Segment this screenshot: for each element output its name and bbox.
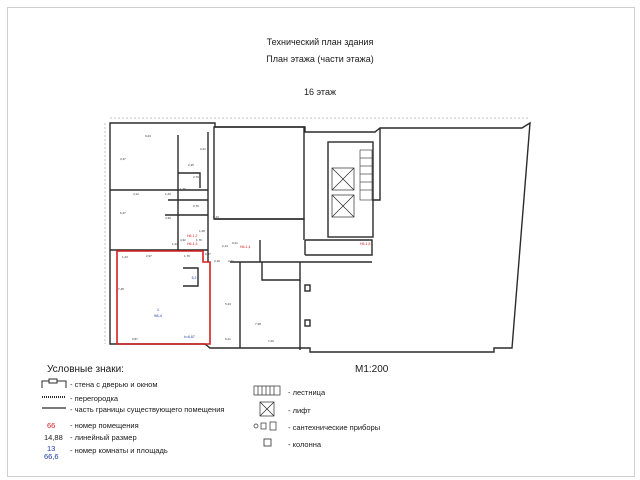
legend-item-dimension: - линейный размер <box>70 433 137 442</box>
dimension-label: 1,21 <box>172 242 178 246</box>
room-note: h=6,87 <box>184 335 195 339</box>
dimension-label: 7,38 <box>255 322 261 326</box>
legend-title: Условные знаки: <box>47 364 124 375</box>
dimension-label: 0,76 <box>193 204 199 208</box>
scale-label: М1:200 <box>355 364 389 375</box>
sanitary-icon <box>254 422 276 430</box>
red-label: Н6-1,5 <box>360 242 371 246</box>
legend-item-column: - колонна <box>288 440 322 449</box>
dimension-label: 4,30 <box>165 216 171 220</box>
dimension-label: 1,76 <box>196 238 202 242</box>
room-number: 1 <box>156 307 160 312</box>
legend-item-lift: - лифт <box>288 406 311 415</box>
dimension-label: 7,45 <box>118 287 124 291</box>
dimension-label: 0,87 <box>132 337 138 341</box>
outer-walls <box>110 123 530 352</box>
dimension-label: 7,29 <box>268 339 274 343</box>
doc-title: Технический план здания <box>266 37 374 47</box>
room-boundary <box>117 251 210 344</box>
dimension-label: 3,19 <box>214 259 220 263</box>
dimension-label: 1,08 <box>199 229 205 233</box>
dimension-label: 6,47 <box>120 211 126 215</box>
dimension-label: 6,21 <box>225 337 231 341</box>
room-area: 98,4 <box>154 313 162 318</box>
dimension-label: 1,76 <box>180 187 186 191</box>
dimension-label: 2,14 <box>222 244 228 248</box>
dimension-label: 4,12 <box>133 192 139 196</box>
legend-item-partition: - перегородка <box>70 394 119 403</box>
legend-symbols-right <box>250 384 286 454</box>
dimension-labels <box>118 134 274 343</box>
marker-small: 5,2 <box>191 276 197 280</box>
dimension-label: 3,37 <box>120 157 126 161</box>
legend-item-boundary: - часть границы существующего помещения <box>70 405 225 414</box>
legend-item-wall: - стена с дверью и окном <box>70 380 158 389</box>
red-label: Н6-1,4 <box>240 245 251 249</box>
wall-door-window-icon <box>42 379 66 388</box>
legend-dim-sample: 14,88 <box>44 433 63 442</box>
dimension-label: 2,76 <box>193 175 199 179</box>
column-icon <box>264 439 271 446</box>
dimension-label: 2,97 <box>146 254 152 258</box>
dimension-label: 0,87 <box>205 252 211 256</box>
legend-item-stair: - лестница <box>288 388 326 397</box>
legend-room-sample: 66 <box>47 421 56 430</box>
legend-area-sample: 66,6 <box>44 452 59 461</box>
dimension-label: 1,79 <box>184 254 190 258</box>
red-label: Н6-1,3 <box>187 242 198 246</box>
dimension-label: 0,21 <box>228 259 234 263</box>
lift-symbols <box>332 168 354 217</box>
stair-icon <box>254 386 280 395</box>
grid-lines <box>105 118 530 344</box>
dimension-label: 1,23 <box>122 255 128 259</box>
legend-item-room-number: - номер помещения <box>70 421 139 430</box>
dimension-label: 2,35 <box>188 163 194 167</box>
doc-subtitle: План этажа (части этажа) <box>266 54 374 64</box>
legend-item-sanitary: - сантехнические приборы <box>288 423 381 432</box>
stair-symbol <box>360 150 372 200</box>
dimension-label: 5,43 <box>213 215 219 219</box>
dimension-label: 0,21 <box>232 241 238 245</box>
dimension-label: 9,23 <box>145 134 151 138</box>
legend-item-room-area: - номер комнаты и площадь <box>70 446 168 455</box>
lift-icon <box>260 402 274 416</box>
dimension-label: 4,32 <box>180 238 186 242</box>
red-labels <box>187 234 371 249</box>
legend-num-sample: 13 <box>47 444 56 453</box>
dimension-label: 3,21 <box>200 147 206 151</box>
dimension-label: 1,20 <box>165 192 171 196</box>
floor-label: 16 этаж <box>304 87 336 97</box>
red-label: Н6-1,2 <box>187 234 198 238</box>
dimension-label: 5,43 <box>225 302 231 306</box>
